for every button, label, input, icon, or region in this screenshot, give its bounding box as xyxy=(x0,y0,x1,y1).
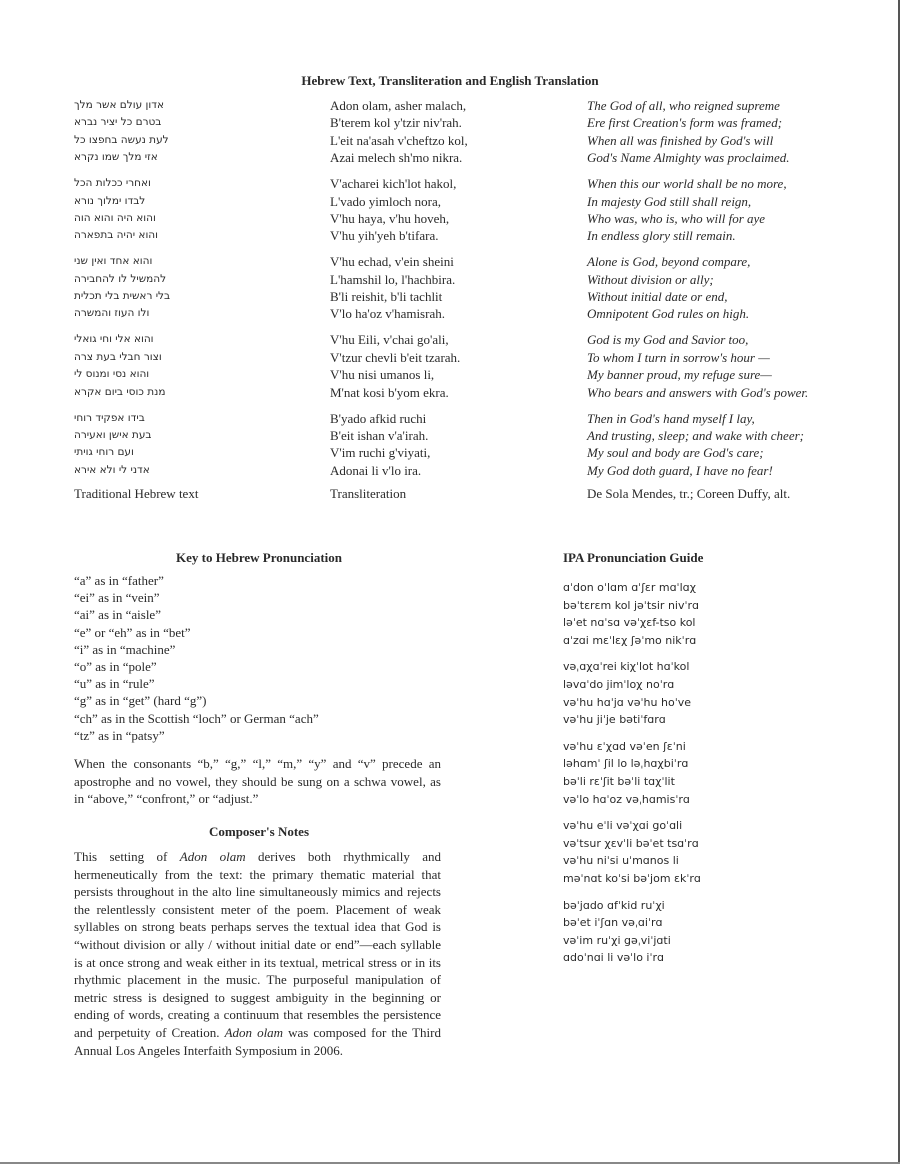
hebrew-line: בעת אישן ואעירה xyxy=(74,428,152,441)
ipa-line: vəˈhu hɑˈjɑ vəˈhu hoˈve xyxy=(563,695,691,709)
english-line: Ere first Creation's form was framed; xyxy=(587,115,783,131)
hebrew-stanza xyxy=(74,97,304,167)
english-line: The God of all, who reigned supreme xyxy=(587,98,780,113)
translit-line: V'hu nisi umanos li, xyxy=(330,367,435,383)
key-item: “ei” as in “vein” xyxy=(74,590,160,606)
hebrew-line: בידו אפקיד רוחי xyxy=(74,411,145,424)
transliteration-column xyxy=(330,97,580,488)
hebrew-text-column xyxy=(74,97,304,488)
english-line: And trusting, sleep; and wake with cheer; xyxy=(587,427,804,443)
hebrew-line: והוא היה והוא הוה xyxy=(74,211,156,224)
english-line: Alone is God, beyond compare, xyxy=(587,254,751,270)
translit-stanza xyxy=(330,175,580,245)
hebrew-line: בלי ראשית בלי תכלית xyxy=(74,290,171,303)
hebrew-line: לעת נעשה בחפצו כל xyxy=(74,133,169,146)
hebrew-line: לבדו ימלוך נורא xyxy=(74,194,146,207)
english-line: Without initial date or end, xyxy=(587,289,728,305)
key-item: “a” as in “father” xyxy=(74,573,164,588)
translit-line: L'hamshil lo, l'hachbira. xyxy=(330,271,456,287)
english-line: My soul and body are God's care; xyxy=(587,445,764,461)
ipa-line: bəˈli rɛˈʃit bəˈli tɑχˈlit xyxy=(563,774,675,788)
ipa-guide-title: IPA Pronunciation Guide xyxy=(563,550,704,565)
english-stanza xyxy=(587,410,887,480)
hebrew-stanza xyxy=(74,253,304,323)
english-line: In endless glory still remain. xyxy=(587,228,736,244)
translit-stanza xyxy=(330,253,580,323)
hebrew-line: וצור חבלי בעת צרה xyxy=(74,350,162,363)
notes-text: This setting of xyxy=(74,849,180,864)
page-title: Hebrew Text, Transliteration and English Translation xyxy=(301,73,599,88)
english-line: My God doth guard, I have no fear! xyxy=(587,462,773,478)
hebrew-line: אזי מלך שמו נקרא xyxy=(74,151,158,164)
key-item: “i” as in “machine” xyxy=(74,641,176,657)
ipa-line: ləhɑmˈ ʃil lo ləˌhɑχbiˈrɑ xyxy=(563,757,689,771)
ipa-line: ɑˈzɑi mɛˈlɛχ ʃəˈmo nikˈrɑ xyxy=(563,633,697,647)
notes-work-title: Adon olam xyxy=(179,849,246,864)
hebrew-line: ואחרי ככלות הכל xyxy=(74,177,151,190)
ipa-line: məˈnɑt koˈsi bəˈjom ɛkˈrɑ xyxy=(563,871,701,885)
hebrew-line: והוא יהיה בתפארה xyxy=(74,229,159,242)
translit-stanza xyxy=(330,410,580,480)
english-line: When this our world shall be no more, xyxy=(587,176,787,192)
ipa-stanza xyxy=(563,658,823,728)
translit-line: B'eit ishan v'a'irah. xyxy=(330,427,429,443)
english-line: Who bears and answers with God's power. xyxy=(587,384,809,400)
hebrew-line: והוא נסי ומנוס לי xyxy=(74,368,150,381)
english-line: To whom I turn in sorrow's hour — xyxy=(587,349,770,365)
hebrew-stanza xyxy=(74,410,304,480)
ipa-line: bəˈjɑdo ɑfˈkid ruˈχi xyxy=(563,898,665,912)
translit-stanza xyxy=(330,331,580,401)
ipa-line: vəˈhu ɛˈχɑd vəˈen ʃɛˈni xyxy=(563,739,686,753)
translit-line: V'acharei kich'lot hakol, xyxy=(330,176,457,192)
ipa-line: vəˈhu jiˈje bətiˈfɑrɑ xyxy=(563,713,666,727)
translit-line: B'li reishit, b'li tachlit xyxy=(330,289,443,305)
hebrew-stanza xyxy=(74,175,304,245)
english-translation-column xyxy=(587,97,887,488)
ipa-stanza xyxy=(563,817,823,887)
translation-credit: De Sola Mendes, tr.; Coreen Duffy, alt. xyxy=(587,486,791,501)
ipa-line: ɑˈdon oˈlɑm ɑˈʃɛr mɑˈlɑχ xyxy=(563,581,696,594)
translit-line: B'terem kol y'tzir niv'rah. xyxy=(330,115,462,131)
key-item: “o” as in “pole” xyxy=(74,659,157,675)
composer-notes-paragraph xyxy=(74,848,441,1059)
hebrew-line: בטרם כל יציר נברא xyxy=(74,116,162,129)
english-stanza xyxy=(587,331,887,401)
english-line: Who was, who is, who will for aye xyxy=(587,210,766,226)
translit-line: V'hu yih'yeh b'tifara. xyxy=(330,228,439,244)
ipa-line: vəˈhu niˈsi uˈmɑnos li xyxy=(563,854,679,868)
translit-line: V'tzur chevli b'eit tzarah. xyxy=(330,349,461,365)
translit-line: V'hu Eili, v'chai go'ali, xyxy=(330,332,449,348)
ipa-line: bəˈtɛrɛm kol jəˈtsir nivˈrɑ xyxy=(563,598,700,612)
english-line: My banner proud, my refuge sure— xyxy=(587,367,772,383)
ipa-line: ləˈet nɑˈsɑ vəˈχɛf-tso kol xyxy=(563,616,696,630)
ipa-line: ləvɑˈdo jimˈloχ noˈrɑ xyxy=(563,677,675,691)
ipa-line: vəˈlo hɑˈoz vəˌhɑmisˈrɑ xyxy=(563,792,690,806)
translit-line: B'yado afkid ruchi xyxy=(330,410,427,426)
ipa-stanza xyxy=(563,897,823,967)
ipa-line: vəˈim ruˈχi gəˌviˈjɑti xyxy=(563,933,671,947)
translit-line: V'lo ha'oz v'hamisrah. xyxy=(330,306,445,322)
translit-line: Adonai li v'lo ira. xyxy=(330,462,422,478)
english-stanza xyxy=(587,97,887,167)
key-item: “tz” as in “patsy” xyxy=(74,727,165,743)
ipa-guide-column xyxy=(563,579,823,976)
composer-notes-title: Composer's Notes xyxy=(208,824,309,839)
notes-text: was composed for the Third Annual Los Angeles Interfaith Symposium in 2006. xyxy=(74,1024,441,1058)
hebrew-line: אדון עולם אשר מלך xyxy=(74,99,164,111)
english-line: Omnipotent God rules on high. xyxy=(587,306,750,322)
pronunciation-key-title: Key to Hebrew Pronunciation xyxy=(176,550,342,565)
ipa-line: ɑdoˈnɑi li vəˈlo iˈrɑ xyxy=(563,951,665,965)
notes-text: derives both rhythmically and hermeneutically from the text: the primary thematic material that persists throughout in the alto line simultaneously mimics and rejects the relentlessly consistent meter of the poem. Placement of weak syllables on strong beats perhaps serves the textual idea that God is “without division or ally / without initial date or end”—each syllable is at once strong and weak either in its textual, metrical stress or in its rhythmic placement in the music. The purposeful manipulation of metric stress is designed to suggest ambiguity in the beginning or ending of words, creating a continuum that resembles the persistence and perpetuity of Creation. xyxy=(74,849,441,1040)
english-line: Without division or ally; xyxy=(587,271,714,287)
translit-stanza xyxy=(330,97,580,167)
key-item: “ch” as in the Scottish “loch” or German “ach” xyxy=(74,710,319,726)
translit-line: Azai melech sh'mo nikra. xyxy=(330,150,463,166)
notes-work-title: Adon olam xyxy=(224,1024,284,1040)
translit-line: V'im ruchi g'viyati, xyxy=(330,445,431,461)
translit-line: V'hu haya, v'hu hoveh, xyxy=(330,210,450,226)
hebrew-line: אדני לי ולא אירא xyxy=(74,463,150,476)
key-item: “u” as in “rule” xyxy=(74,676,155,692)
ipa-line: bəˈet iˈʃɑn vəˌɑiˈrɑ xyxy=(563,916,663,930)
ipa-line: vəˈtsur χɛvˈli bəˈet tsɑˈrɑ xyxy=(563,836,699,850)
ipa-line: vəˌɑχɑˈrei kiχˈlot hɑˈkol xyxy=(563,660,690,674)
translit-line: V'hu echad, v'ein sheini xyxy=(330,254,454,270)
english-stanza xyxy=(587,175,887,245)
transliteration-credit: Transliteration xyxy=(330,486,407,501)
key-item: “g” as in “get” (hard “g”) xyxy=(74,693,207,709)
english-line: Then in God's hand myself I lay, xyxy=(587,410,755,426)
hebrew-line: ועם רוחי גויתי xyxy=(74,446,134,459)
ipa-line: vəˈhu eˈli vəˈχɑi goˈɑli xyxy=(563,819,683,833)
pronunciation-key-list xyxy=(74,572,454,744)
hebrew-credit: Traditional Hebrew text xyxy=(74,486,199,501)
ipa-stanza xyxy=(563,738,823,808)
hebrew-line: והוא אחד ואין שני xyxy=(74,255,153,268)
english-line: God's Name Almighty was proclaimed. xyxy=(587,150,790,166)
english-line: When all was finished by God's will xyxy=(587,132,774,148)
ipa-stanza xyxy=(563,579,823,649)
hebrew-line: להמשיל לו להחבירה xyxy=(74,272,167,285)
hebrew-line: מנת כוסי ביום אקרא xyxy=(74,385,166,398)
schwa-note: When the consonants “b,” “g,” “l,” “m,” “y” and “v” precede an apostrophe and no vowel, they should be sung on a schwa vowel, as in “above,” “confront,” or “adjust.” xyxy=(74,756,441,807)
translit-line: L'eit na'asah v'cheftzo kol, xyxy=(330,132,468,148)
english-line: In majesty God still shall reign, xyxy=(587,193,752,209)
english-line: God is my God and Savior too, xyxy=(587,332,749,348)
translit-line: L'vado yimloch nora, xyxy=(330,193,442,209)
key-item: “e” or “eh” as in “bet” xyxy=(74,624,191,640)
hebrew-line: והוא אלי וחי גואלי xyxy=(74,333,154,346)
english-stanza xyxy=(587,253,887,323)
hebrew-stanza xyxy=(74,331,304,401)
translit-line: M'nat kosi b'yom ekra. xyxy=(330,384,449,400)
translit-line: Adon olam, asher malach, xyxy=(330,98,467,113)
key-item: “ai” as in “aisle” xyxy=(74,607,161,623)
hebrew-line: ולו העוז והמשרה xyxy=(74,307,150,320)
